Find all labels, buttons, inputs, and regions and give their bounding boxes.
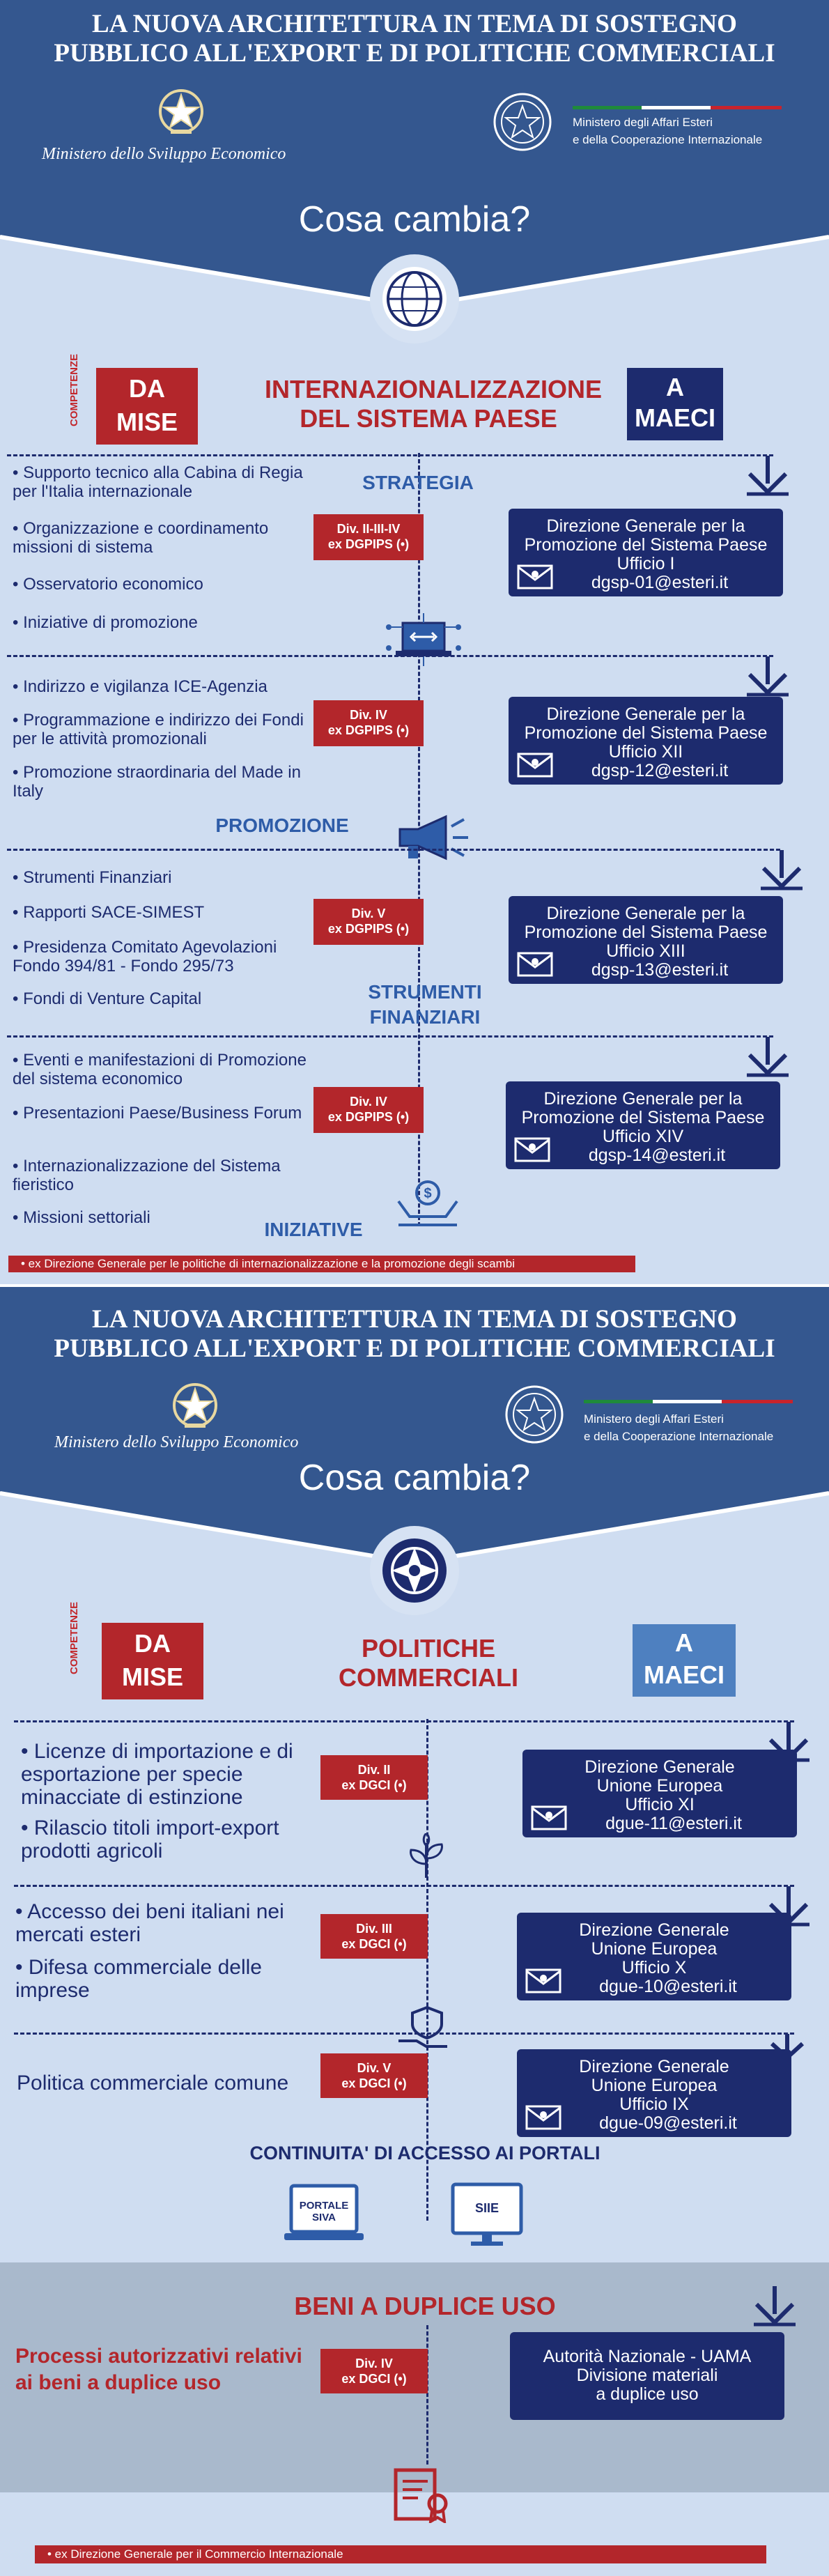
division-line2: ex DGCI (•) [341,1778,407,1792]
list-item: • Missioni settoriali [13,1208,150,1227]
division-line2: ex DGPIPS (•) [327,922,410,936]
maeci-logo-line1: Ministero degli Affari Esteri [573,116,713,129]
dg-email: dgsp-13@esteri.it [591,960,729,980]
section-strumenti-finanziari [348,980,502,1030]
division-line2: ex DGPIPS (•) [327,537,410,551]
da-mise-badge [102,1623,203,1699]
list-item: • Internazionalizzazione del Sistema fieristico [13,1157,281,1194]
division-box [320,1914,428,1959]
hands-coin-icon [394,1176,461,1229]
maeci-logo-line1: Ministero degli Affari Esteri [584,1412,724,1426]
dg-line: Unione Europea [591,1939,718,1959]
a-maeci-badge [633,1624,736,1697]
maeci-logo-line2: e della Cooperazione Internazionale [573,133,763,146]
heading-internazionalizzazione [265,375,602,433]
list-item: • Licenze di importazione e di esportazione per specie minacciate di estinzione [21,1740,293,1809]
division-line2: ex DGPIPS (•) [327,723,410,737]
dg-email: dgue-09@esteri.it [599,2113,737,2133]
division-box [313,1087,424,1133]
heading-line1: INTERNAZIONALIZZAZIONE [265,375,602,403]
division-box [313,899,424,945]
division-line1: Div. V [351,907,386,920]
list-item: Politica commerciale comune [17,2072,289,2095]
section-strategia: STRATEGIA [362,472,474,493]
list-item: • Fondi di Venture Capital [13,989,202,1008]
a-maeci-line1: A [675,1628,693,1657]
uama-line1: Autorità Nazionale - UAMA [543,2347,752,2366]
portal-siie-label: SIIE [474,2201,499,2215]
dg-line: Ufficio I [617,554,675,573]
dg-line: Promozione del Sistema Paese [521,1108,765,1127]
division-line1: Div. III [356,1922,392,1936]
division-line2: ex DGCI (•) [341,2076,407,2090]
plant-icon [405,1833,447,1879]
dg-box [517,1913,791,2000]
dg-line: Unione Europea [591,2076,718,2095]
heading-line2: COMMERCIALI [339,1663,518,1692]
italian-flag-stripe [584,1400,793,1403]
list-item: • Accesso dei beni italiani nei mercati esteri [15,1900,284,1946]
list-item: • Difesa commerciale delle imprese [15,1956,262,2002]
maeci-logo-line2: e della Cooperazione Internazionale [584,1430,774,1443]
block-separator [7,655,773,657]
division-line2: ex DGCI (•) [341,1937,407,1951]
dg-line: Ufficio IX [619,2095,689,2114]
beni-text-line2: ai beni a duplice uso [15,2371,222,2394]
header-title-line1: LA NUOVA ARCHITETTURA IN TEMA DI SOSTEGNO [92,10,737,38]
header-title-line2: PUBBLICO ALL'EXPORT E DI POLITICHE COMMERCIALI [54,1334,775,1363]
footnote-bar: • ex Direzione Generale per il Commercio Internazionale [35,2545,766,2563]
uama-line3: a duplice uso [596,2384,699,2404]
heading-politiche-commerciali [327,1634,529,1692]
beni-title: BENI A DUPLICE USO [294,2292,556,2320]
dg-line: Ufficio X [621,1958,687,1977]
dg-email: dgsp-14@esteri.it [588,1146,726,1165]
dg-line: Direzione Generale [579,1920,729,1940]
list-item: • Organizzazione e coordinamento missioni di sistema [13,519,269,557]
section-promozione: PROMOZIONE [215,815,349,836]
list-item: • Promozione straordinaria del Made in Italy [13,763,301,801]
beni-text [15,2343,322,2396]
svg-text:$: $ [424,1186,432,1201]
division-box [313,700,424,746]
a-maeci-line1: A [666,373,684,401]
dg-box [509,509,783,596]
division-box [320,2349,428,2393]
dg-line: Unione Europea [596,1776,723,1796]
list-item: • Eventi e manifestazioni di Promozione del sistema economico [13,1051,307,1088]
mail-icon [517,560,553,589]
dg-email: dgsp-12@esteri.it [591,761,729,780]
da-mise-badge [96,368,198,445]
division-box [313,514,424,560]
subtitle-cosa-cambia: Cosa cambia? [298,199,531,240]
globe-icon [368,252,461,346]
list-item: • Iniziative di promozione [13,613,198,632]
portal-siva-label: PORTALE SIVA [299,2200,349,2223]
italian-emblem-icon [171,1378,219,1433]
dg-line: Direzione Generale [579,2057,729,2076]
mail-icon [514,1133,550,1162]
da-mise-line1: DA [134,1629,171,1658]
competenze-label: COMPETENZE [68,1601,80,1674]
mise-logo-text: Ministero dello Sviluppo Economico [54,1433,299,1451]
italian-emblem-icon [157,84,206,139]
block-separator [14,1720,794,1722]
panel-internazionalizzazione [0,0,829,1284]
division-line1: Div. V [357,2061,392,2075]
mail-icon [517,948,553,977]
shield-hand-icon [396,2005,458,2051]
dg-line: Direzione Generale per la [546,704,745,724]
down-arrow-icon [744,1037,791,1077]
portali-title: CONTINUITA' DI ACCESSO AI PORTALI [249,2143,601,2164]
heading-line1: POLITICHE [361,1634,495,1663]
compass-icon [368,1524,461,1617]
da-mise-line1: DA [129,374,165,403]
down-arrow-icon [758,850,805,890]
division-line2: ex DGCI (•) [341,2372,407,2386]
footnote-bar: • ex Direzione Generale per le politiche di internazionalizzazione e la promozione degli scambi [8,1256,635,1272]
division-line1: Div. IV [350,1095,387,1109]
a-maeci-badge [627,368,723,440]
dg-line: Direzione Generale [584,1757,735,1777]
list-item: • Rapporti SACE-SIMEST [13,903,205,922]
heading-line2: DEL SISTEMA PAESE [300,404,557,433]
dg-line: Promozione del Sistema Paese [524,923,768,942]
uama-box [510,2332,784,2420]
list-item: • Presentazioni Paese/Business Forum [13,1104,302,1123]
dg-box [522,1750,797,1837]
down-arrow-icon [744,456,791,496]
section-line2: FINANZIARI [369,1006,481,1028]
mise-logo-text: Ministero dello Sviluppo Economico [42,145,286,163]
megaphone-icon [390,812,474,863]
list-item: • Supporto tecnico alla Cabina di Regia per l'Italia internazionale [13,463,303,501]
dg-line: Ufficio XII [608,742,683,762]
division-line1: Div. IV [350,708,387,722]
dg-line: Direzione Generale per la [546,516,745,536]
dg-line: Direzione Generale per la [543,1089,743,1109]
list-item: • Programmazione e indirizzo dei Fondi per le attività promozionali [13,711,304,748]
block-separator [7,1035,773,1038]
portal-siie [447,2182,527,2251]
dg-box [506,1081,780,1169]
mail-icon [531,1801,567,1830]
division-line1: Div. IV [355,2357,393,2370]
block-separator [7,849,780,851]
dg-box [517,2049,791,2137]
panel-politiche-commerciali [0,1287,829,2576]
a-maeci-line2: MAECI [644,1660,725,1689]
block-separator [14,1885,794,1887]
dg-line: Promozione del Sistema Paese [524,535,768,555]
header-title-line1: LA NUOVA ARCHITETTURA IN TEMA DI SOSTEGNO [92,1305,737,1334]
beni-text-line1: Processi autorizzativi relativi [15,2345,302,2368]
laptop-network-icon [382,613,465,669]
division-box [320,1755,428,1800]
republic-emblem-icon [491,91,554,153]
down-arrow-icon [744,656,791,697]
dg-email: dgue-10@esteri.it [599,1977,737,1996]
competenze-label: COMPETENZE [68,353,80,426]
da-mise-line2: MISE [116,408,178,436]
list-item: • Presidenza Comitato Agevolazioni Fondo 394/81 - Fondo 295/73 [13,938,277,975]
block-separator [7,454,773,456]
dg-email: dgsp-01@esteri.it [591,573,729,592]
uama-line2: Divisione materiali [576,2366,718,2385]
mail-icon [525,2101,561,2130]
division-box [320,2053,428,2098]
dg-box [509,697,783,785]
republic-emblem-icon [503,1383,566,1446]
dg-email: dgue-11@esteri.it [605,1814,742,1833]
list-item: • Strumenti Finanziari [13,868,172,887]
beni-vertical-divider [426,2325,428,2465]
dg-line: Ufficio XI [625,1795,695,1814]
list-item: • Rilascio titoli import-export prodotti agricoli [21,1817,279,1862]
a-maeci-line2: MAECI [635,403,715,432]
subtitle-cosa-cambia: Cosa cambia? [298,1458,531,1498]
dg-line: Direzione Generale per la [546,904,745,923]
certificate-icon [390,2467,453,2523]
portal-siva [284,2182,364,2251]
dg-line: Ufficio XIII [606,941,685,961]
mail-icon [525,1964,561,1993]
dg-line: Promozione del Sistema Paese [524,723,768,743]
section-iniziative: INIZIATIVE [264,1219,363,1240]
down-arrow-icon [751,2286,798,2327]
division-line2: ex DGPIPS (•) [327,1110,410,1124]
dg-box [509,896,783,984]
section-line1: STRUMENTI [368,981,482,1003]
monitor-icon [447,2182,527,2251]
division-line1: Div. II [357,1763,391,1777]
list-item: • Indirizzo e vigilanza ICE-Agenzia [13,677,268,696]
block-separator [14,2033,794,2035]
dg-line: Ufficio XIV [602,1127,684,1146]
mail-icon [517,748,553,778]
da-mise-line2: MISE [121,1663,183,1691]
italian-flag-stripe [573,106,782,109]
header-title-line2: PUBBLICO ALL'EXPORT E DI POLITICHE COMMERCIALI [54,39,775,68]
list-item: • Osservatorio economico [13,575,203,594]
division-line1: Div. II-III-IV [336,522,401,536]
